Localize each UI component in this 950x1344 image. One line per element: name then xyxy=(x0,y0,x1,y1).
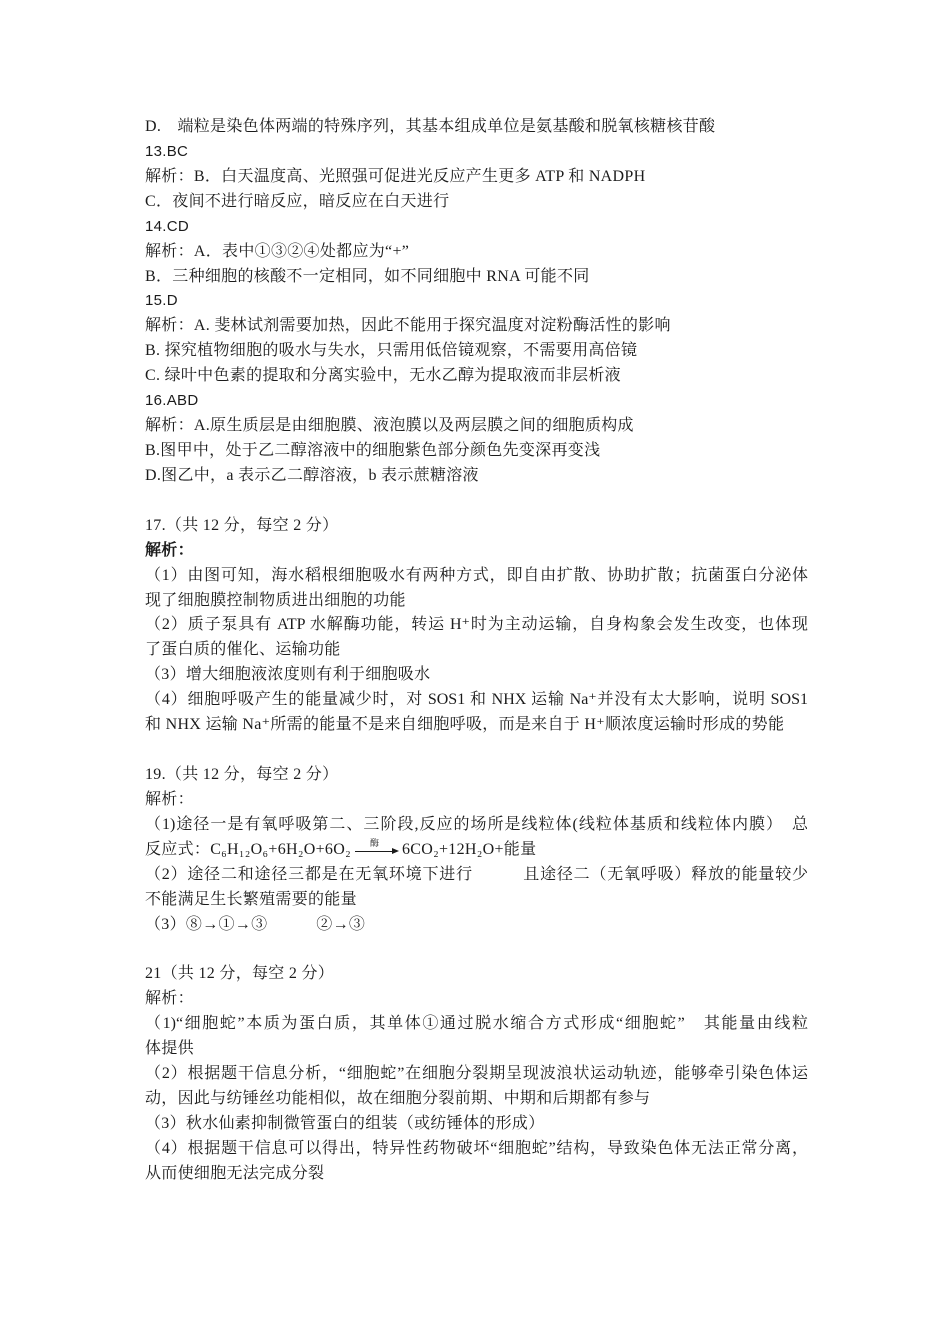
q15-analysis-line: 解析：A. 斐林试剂需要加热，因此不能用于探究温度对淀粉酶活性的影响 xyxy=(145,317,671,335)
q13-analysis-line: 解析：B．白天温度高、光照强可促进光反应产生更多 ATP 和 NADPH xyxy=(145,167,646,185)
spacer xyxy=(145,738,808,763)
q21-header: 21（共 12 分，每空 2 分） xyxy=(145,965,335,983)
q21-analysis-line: 动，因此与纺锤丝功能相似，故在细胞分裂前期、中期和后期都有参与 xyxy=(145,1089,651,1107)
q21-analysis-line: 从而使细胞无法完成分裂 xyxy=(145,1164,325,1182)
formula-prefix: 反应式： xyxy=(145,840,211,858)
q19-analysis-line: （2）途径二和途径三都是在无氧环境下进行 且途径二（无氧呼吸）释放的能量较少 xyxy=(145,865,808,883)
q16-analysis-line: D.图乙中，a 表示乙二醇溶液，b 表示蔗糖溶液 xyxy=(145,466,479,484)
q17-header: 17.（共 12 分，每空 2 分） xyxy=(145,516,339,534)
formula-reactants: C₆H₁₂O₆+6H₂O+6O₂ xyxy=(210,840,351,858)
q21-analysis-label: 解析： xyxy=(145,990,194,1008)
q17-analysis-line: （1）由图可知，海水稻根细胞吸水有两种方式，即自由扩散、协助扩散；抗菌蛋白分泌体 xyxy=(145,566,808,584)
q19-header: 19.（共 12 分，每空 2 分） xyxy=(145,765,339,783)
q14-analysis-line: B．三种细胞的核酸不一定相同，如不同细胞中 RNA 可能不同 xyxy=(145,267,590,285)
q15-analysis-line: C. 绿叶中色素的提取和分离实验中，无水乙醇为提取液而非层析液 xyxy=(145,367,621,385)
q19-formula-line xyxy=(145,838,808,863)
answer-key-content xyxy=(145,115,808,1187)
q15-analysis-line: B. 探究植物细胞的吸水与失水，只需用低倍镜观察，不需要用高倍镜 xyxy=(145,342,638,360)
q17-analysis-line: 了蛋白质的催化、运输功能 xyxy=(145,641,341,659)
spacer xyxy=(145,489,808,514)
q21-analysis-line: （3）秋水仙素抑制微管蛋白的组装（或纺锤体的形成） xyxy=(145,1114,545,1132)
spacer xyxy=(145,937,808,962)
q13-analysis-line: C．夜间不进行暗反应，暗反应在白天进行 xyxy=(145,192,450,210)
q13-answer: 13.BC xyxy=(145,142,189,160)
q17-analysis-line: （3）增大细胞液浓度则有利于细胞吸水 xyxy=(145,666,431,684)
q17-analysis-label: 解析： xyxy=(145,541,194,559)
q14-answer: 14.CD xyxy=(145,217,190,235)
q17-analysis-line: 和 NHX 运输 Na⁺所需的能量不是来自细胞呼吸，而是来自于 H⁺顺浓度运输时形成的势能 xyxy=(145,716,785,734)
q17-analysis-line: （2）质子泵具有 ATP 水解酶功能，转运 H⁺时为主动运输，自身构象会发生改变，也体现 xyxy=(145,616,808,634)
q17-analysis-line: 现了细胞膜控制物质进出细胞的功能 xyxy=(145,591,406,609)
catalyst-label: 酶 xyxy=(369,838,379,849)
q19-analysis-line: （3）⑧→①→③ ②→③ xyxy=(145,915,366,933)
q16-analysis-line: B.图甲中，处于乙二醇溶液中的细胞紫色部分颜色先变深再变浅 xyxy=(145,441,601,459)
q21-analysis-line: （2）根据题干信息分析，“细胞蛇”在细胞分裂期呈现波浪状运动轨迹，能够牵引染色体运 xyxy=(145,1065,808,1083)
q19-analysis-label: 解析： xyxy=(145,790,194,808)
q17-analysis-line: （4）细胞呼吸产生的能量减少时，对 SOS1 和 NHX 运输 Na⁺并没有太大影响，说明 SOS1 xyxy=(145,691,808,709)
q16-analysis-line: 解析：A.原生质层是由细胞膜、液泡膜以及两层膜之间的细胞质构成 xyxy=(145,417,634,435)
q19-analysis-line: 不能满足生长繁殖需要的能量 xyxy=(145,890,357,908)
q14-analysis-line: 解析：A．表中①③②④处都应为“+” xyxy=(145,242,410,260)
formula-products: 6CO₂+12H₂O+能量 xyxy=(401,840,537,858)
reaction-arrow-icon xyxy=(355,838,399,856)
q15-answer: 15.D xyxy=(145,292,178,310)
q21-analysis-line: （4）根据题干信息可以得出，特异性药物破坏“细胞蛇”结构，导致染色体无法正常分离， xyxy=(145,1139,808,1157)
q21-analysis-line: 体提供 xyxy=(145,1040,194,1058)
q21-analysis-line: （1)“细胞蛇”本质为蛋白质，其单体①通过脱水缩合方式形成“细胞蛇” 其能量由线粒 xyxy=(145,1015,808,1033)
q12-option-d: D. 端粒是染色体两端的特殊序列，其基本组成单位是氨基酸和脱氧核糖核苷酸 xyxy=(145,118,716,135)
q19-analysis-line: （1)途径一是有氧呼吸第二、三阶段,反应的场所是线粒体(线粒体基质和线粒体内膜） 总 xyxy=(145,815,808,833)
q16-answer: 16.ABD xyxy=(145,392,199,410)
